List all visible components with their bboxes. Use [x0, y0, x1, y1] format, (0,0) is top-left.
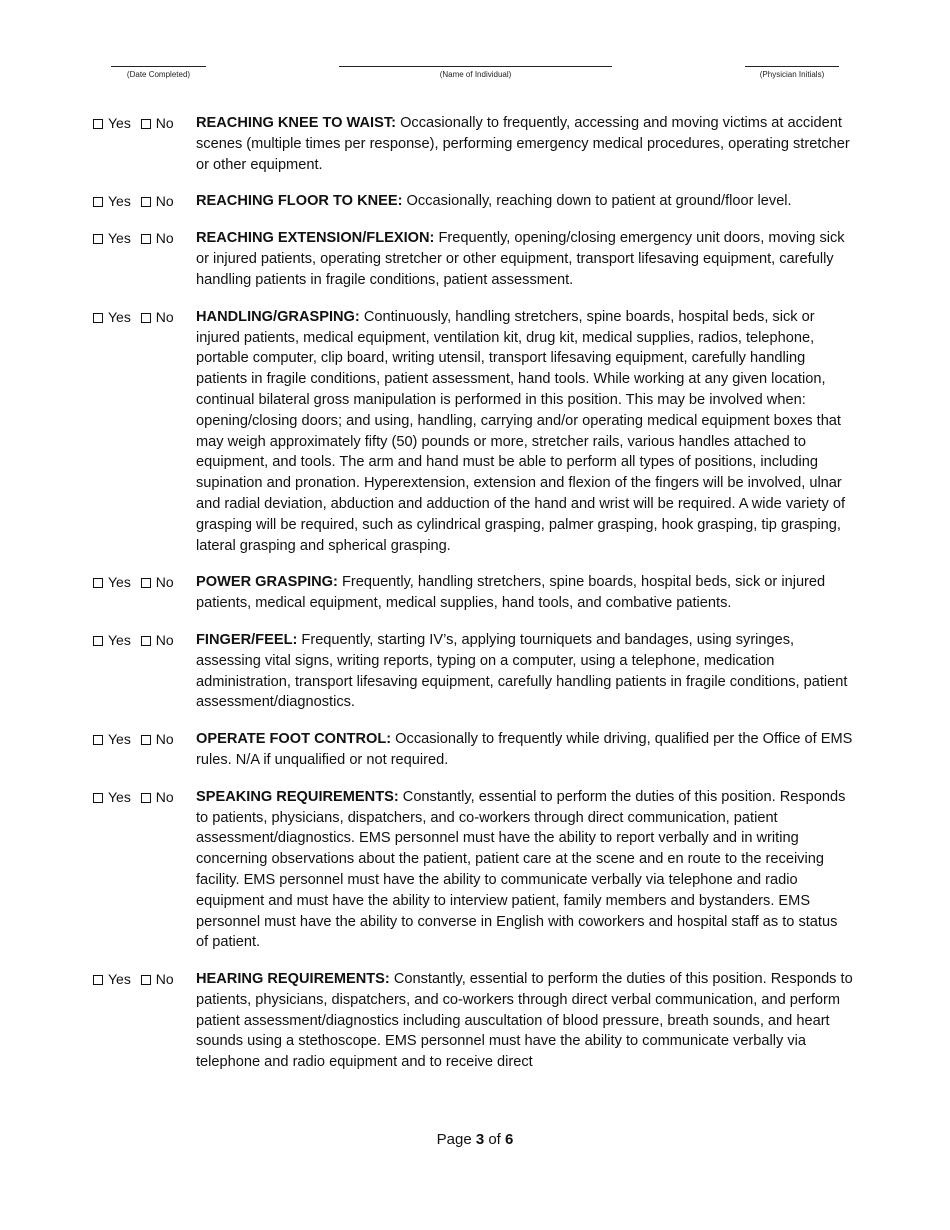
- yes-checkbox[interactable]: [93, 313, 103, 323]
- no-checkbox[interactable]: [141, 313, 151, 323]
- current-page: 3: [475, 1131, 485, 1148]
- yes-option[interactable]: [93, 789, 131, 805]
- page-prefix: Page: [436, 1131, 476, 1148]
- requirement-title: HEARING REQUIREMENTS:: [196, 971, 390, 988]
- requirement-title: REACHING EXTENSION/FLEXION:: [196, 230, 435, 247]
- date-completed-label: (Date Completed): [126, 70, 191, 79]
- signature-line: [339, 66, 612, 67]
- yes-no-options: [93, 307, 196, 557]
- yes-label: Yes: [108, 308, 131, 325]
- no-option[interactable]: [141, 230, 174, 246]
- requirement-item: [93, 572, 853, 614]
- yes-checkbox[interactable]: [93, 793, 103, 803]
- requirement-text: [196, 307, 853, 557]
- yes-checkbox[interactable]: [93, 234, 103, 244]
- physician-initials-label: (Physician Initials): [759, 70, 825, 79]
- yes-checkbox[interactable]: [93, 735, 103, 745]
- physician-initials-field[interactable]: [745, 66, 839, 79]
- signature-line: [745, 66, 839, 67]
- requirement-text: [196, 787, 853, 953]
- total-pages: 6: [505, 1131, 514, 1148]
- yes-no-options: [93, 572, 196, 614]
- requirement-title: SPEAKING REQUIREMENTS:: [196, 788, 399, 805]
- yes-no-options: [93, 191, 196, 212]
- no-label: No: [155, 308, 174, 325]
- yes-label: Yes: [108, 193, 131, 210]
- individual-name-field[interactable]: [339, 66, 612, 79]
- yes-no-options: [93, 113, 196, 175]
- requirement-description: Constantly, essential to perform the duties of this position. Responds to patients, physicians, dispatchers, and co-workers through direct verbal communication, and perform patient assessment/diagnostics including auscultation of blood pressure, breath sounds, and heart sounds using a stethoscope. EMS personnel must have the ability to communicate verbally via telephone and radio equipment and to receive direct: [196, 971, 853, 1071]
- individual-name-label: (Name of Individual): [439, 70, 512, 79]
- yes-option[interactable]: [93, 731, 131, 747]
- requirement-title: FINGER/FEEL:: [196, 631, 298, 648]
- requirement-text: [196, 630, 853, 713]
- yes-option[interactable]: [93, 632, 131, 648]
- no-checkbox[interactable]: [141, 735, 151, 745]
- page-of: of: [484, 1131, 506, 1148]
- no-option[interactable]: [141, 971, 174, 987]
- requirement-title: POWER GRASPING:: [196, 574, 338, 591]
- requirement-description: Occasionally, reaching down to patient at ground/floor level.: [402, 193, 792, 210]
- yes-checkbox[interactable]: [93, 636, 103, 646]
- yes-label: Yes: [108, 115, 131, 131]
- yes-no-options: [93, 729, 196, 771]
- yes-no-options: [93, 787, 196, 953]
- no-checkbox[interactable]: [141, 234, 151, 244]
- yes-option[interactable]: [93, 309, 131, 325]
- requirement-item: [93, 969, 853, 1073]
- no-option[interactable]: [141, 789, 174, 805]
- no-label: No: [155, 788, 174, 805]
- requirement-item: [93, 228, 853, 290]
- requirement-text: [196, 191, 853, 212]
- yes-label: Yes: [108, 574, 131, 591]
- no-option[interactable]: [141, 632, 174, 648]
- requirement-description: Continuously, handling stretchers, spine boards, hospital beds, sick or injured patients, medical equipment, ventilation kit, drug kit, medical supplies, radios, telephone, portable computer, clip board, writing utensil, transport lifesaving equipment, carefully handling patients in fragile conditions, patient assessment, hand tools. While working at any given location, continual bilateral gross manipulation is performed in this position. This may be involved when: opening/closing doors; and using, handling, carrying and/or operating medical equipment boxes that may weigh approximately fifty (50) pounds or more, stretcher rails, various handles attached to equipment, and tools. The arm and hand must be able to perform all types of positions, including supination and pronation. Hyperextension, extension and flexion of the fingers will be involved, ulnar and radial deviation, abduction and adduction of the hand and wrist will be required. A wide variety of grasping will be required, such as cylindrical grasping, palmer grasping, hook grasping, tip grasping, lateral grasping and spherical grasping.: [196, 308, 846, 554]
- yes-option[interactable]: [93, 193, 131, 209]
- no-option[interactable]: [141, 309, 174, 325]
- no-option[interactable]: [141, 574, 174, 590]
- signature-line: [111, 66, 206, 67]
- no-label: No: [155, 631, 174, 648]
- no-option[interactable]: [141, 193, 174, 209]
- requirement-description: Constantly, essential to perform the duties of this position. Responds to patients, physicians, dispatchers, and co-workers through direct communication, patient assessment/diagnostics. EMS personnel must have the ability to report verbally and in writing concerning observations about the patient, patient care at the scene and en route to the receiving facility. EMS personnel must have the ability to communicate verbally via telephone and radio equipment and must have the ability to interview patient, family members and bystanders. EMS personnel must have the ability to converse in English with coworkers and hospital staff as to status of patient.: [196, 788, 846, 951]
- requirement-text: [196, 113, 853, 175]
- yes-option[interactable]: [93, 230, 131, 246]
- requirement-description: Occasionally to frequently, accessing and moving victims at accident scenes (multiple times per response), performing emergency medical procedures, operating stretcher or other equipment.: [196, 115, 850, 173]
- requirement-text: [196, 969, 853, 1073]
- requirement-item: [93, 630, 853, 713]
- no-checkbox[interactable]: [141, 578, 151, 588]
- yes-checkbox[interactable]: [93, 578, 103, 588]
- no-checkbox[interactable]: [141, 636, 151, 646]
- requirement-description: Frequently, starting IV’s, applying tourniquets and bandages, using syringes, assessing vital signs, writing reports, typing on a computer, using a telephone, medication administration, transport lifesaving equipment, carefully handling patients in fragile conditions, patient assessment/diagnostics.: [196, 631, 848, 711]
- no-label: No: [155, 971, 174, 988]
- yes-label: Yes: [108, 788, 131, 805]
- yes-label: Yes: [108, 230, 131, 247]
- requirement-title: REACHING FLOOR TO KNEE:: [196, 193, 403, 210]
- yes-checkbox[interactable]: [93, 119, 103, 129]
- requirement-text: [196, 572, 853, 614]
- requirement-text: [196, 729, 853, 771]
- no-option[interactable]: [141, 731, 174, 747]
- requirement-text: [196, 228, 853, 290]
- requirement-item: [93, 307, 853, 557]
- page-number: [0, 1131, 950, 1148]
- no-checkbox[interactable]: [141, 793, 151, 803]
- date-completed-field[interactable]: [111, 66, 206, 79]
- requirement-item: [93, 787, 853, 953]
- no-label: No: [155, 230, 174, 247]
- no-label: No: [155, 193, 174, 210]
- requirement-description: Frequently, opening/closing emergency unit doors, moving sick or injured patients, operating stretcher or other equipment, transport lifesaving equipment, carefully handling patients in fragile conditions, patient assessment.: [196, 230, 845, 288]
- requirement-description: Occasionally to frequently while driving, qualified per the Office of EMS rules. N/A if unqualified or not required.: [196, 731, 853, 768]
- no-label: No: [155, 574, 174, 591]
- yes-no-options: [93, 630, 196, 713]
- yes-option[interactable]: [93, 574, 131, 590]
- yes-option[interactable]: [93, 971, 131, 987]
- yes-label: Yes: [108, 731, 131, 748]
- requirement-title: HANDLING/GRASPING:: [196, 308, 360, 325]
- requirement-item: [93, 113, 853, 175]
- yes-option[interactable]: [93, 115, 131, 131]
- no-label: No: [155, 115, 174, 131]
- no-option[interactable]: [141, 115, 174, 131]
- requirement-title: OPERATE FOOT CONTROL:: [196, 731, 392, 748]
- yes-label: Yes: [108, 631, 131, 648]
- no-checkbox[interactable]: [141, 197, 151, 207]
- yes-checkbox[interactable]: [93, 975, 103, 985]
- requirement-description: Frequently, handling stretchers, spine boards, hospital beds, sick or injured patients, medical equipment, medical supplies, hand tools, and combative patients.: [196, 574, 826, 612]
- requirement-item: [93, 191, 853, 212]
- requirement-item: [93, 729, 853, 771]
- yes-no-options: [93, 969, 196, 1073]
- requirements-list: [93, 113, 853, 1089]
- no-checkbox[interactable]: [141, 119, 151, 129]
- yes-no-options: [93, 228, 196, 290]
- no-checkbox[interactable]: [141, 975, 151, 985]
- no-label: No: [155, 731, 174, 748]
- requirement-title: REACHING KNEE TO WAIST:: [196, 115, 397, 131]
- yes-label: Yes: [108, 971, 131, 988]
- yes-checkbox[interactable]: [93, 197, 103, 207]
